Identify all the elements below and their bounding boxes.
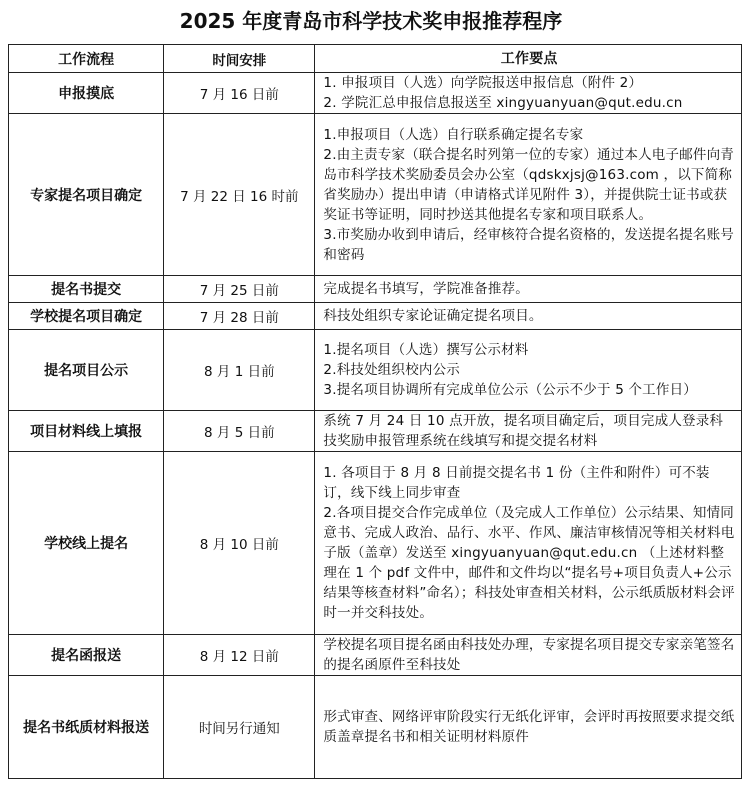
key-points-cell	[315, 114, 742, 276]
key-point-line: 系统 7 月 24 日 10 点开放，提名项目确定后，项目完成人登录科技奖励申报管理系统在线填写和提交提名材料	[323, 413, 724, 449]
key-point-line: 2.由主责专家（联合提名时列第一位的专家）通过本人电子邮件向青岛市科学技术奖励委员会办公室（qdskxjsj@163.com ，以下简称省奖励办）提出申请（申请格式详见附件 3），并提供院士证书或获奖证书等证明，同时抄送其他提名专家和项目联系人。	[323, 146, 735, 223]
table-row	[9, 330, 742, 411]
key-point-line: 2. 学院汇总申报信息报送至 xingyuanyuan@qut.edu.cn	[323, 95, 683, 111]
document-title: 2025 年度青岛市科学技术奖申报推荐程序	[179, 9, 563, 33]
key-points-cell	[315, 676, 742, 779]
key-points-cell	[315, 73, 742, 114]
key-point-line: 完成提名书填写，学院准备推荐。	[323, 281, 529, 297]
key-point-line: 2.科技处组织校内公示	[323, 362, 461, 378]
step-cell: 提名书纸质材料报送	[9, 676, 164, 779]
key-point-line: 1.申报项目（人选）自行联系确定提名专家	[323, 126, 584, 143]
step-cell: 学校提名项目确定	[9, 303, 164, 330]
header-key-points: 工作要点	[315, 45, 742, 73]
time-cell: 7 月 28 日前	[164, 303, 315, 330]
table-row	[9, 676, 742, 779]
key-point-line: 1.提名项目（人选）撰写公示材料	[323, 342, 529, 358]
key-point-line: 1. 申报项目（人选）向学院报送申报信息（附件 2）	[323, 75, 643, 91]
step-cell: 提名书提交	[9, 276, 164, 303]
key-points-cell	[315, 635, 742, 676]
key-point-line: 科技处组织专家论证确定提名项目。	[323, 308, 543, 324]
key-points-cell	[315, 276, 742, 303]
step-cell: 学校线上提名	[9, 452, 164, 635]
table-row	[9, 452, 742, 635]
table-row	[9, 276, 742, 303]
time-cell: 7 月 22 日 16 时前	[164, 114, 315, 276]
table-row	[9, 114, 742, 276]
key-point-line: 1. 各项目于 8 月 8 日前提交提名书 1 份（主件和附件）可不装订，线下线上同步审查	[323, 465, 710, 501]
step-cell: 专家提名项目确定	[9, 114, 164, 276]
step-cell: 提名项目公示	[9, 330, 164, 411]
header-schedule: 时间安排	[164, 45, 315, 73]
time-cell: 8 月 12 日前	[164, 635, 315, 676]
table-header-row	[9, 45, 742, 73]
time-cell: 8 月 5 日前	[164, 411, 315, 452]
time-cell: 7 月 16 日前	[164, 73, 315, 114]
step-cell: 提名函报送	[9, 635, 164, 676]
table-row	[9, 635, 742, 676]
key-point-line: 2.各项目提交合作完成单位（及完成人工作单位）公示结果、知情同意书、完成人政治、品行、水平、作风、廉洁审核情况等相关材料电子版（盖章）发送至 xingyuanyuan@qut.edu.cn （上述材料整理在 1 个 pdf 文件中，邮件和文件均以“提名号+项目负责人+公示结果等核查材料”命名）；科技处审查相关材料，公示纸质版材料会评时一并交科技处。	[323, 505, 735, 621]
table-row	[9, 73, 742, 114]
time-cell: 8 月 1 日前	[164, 330, 315, 411]
time-cell: 8 月 10 日前	[164, 452, 315, 635]
table-row	[9, 303, 742, 330]
step-cell: 申报摸底	[9, 73, 164, 114]
key-point-line: 3.提名项目协调所有完成单位公示（公示不少于 5 个工作日）	[323, 382, 697, 398]
key-points-cell	[315, 330, 742, 411]
key-points-cell	[315, 411, 742, 452]
key-point-line: 3.市奖励办收到申请后，经审核符合提名资格的，发送提名提名账号和密码	[323, 226, 735, 263]
key-points-cell	[315, 452, 742, 635]
time-cell: 7 月 25 日前	[164, 276, 315, 303]
time-cell: 时间另行通知	[164, 676, 315, 779]
key-points-cell	[315, 303, 742, 330]
header-workflow: 工作流程	[9, 45, 164, 73]
key-point-line: 学校提名项目提名函由科技处办理，专家提名项目提交专家亲笔签名的提名函原件至科技处	[323, 637, 735, 673]
table-row	[9, 411, 742, 452]
step-cell: 项目材料线上填报	[9, 411, 164, 452]
procedure-table	[8, 44, 742, 779]
key-point-line: 形式审查、网络评审阶段实行无纸化评审，会评时再按照要求提交纸质盖章提名书和相关证明材料原件	[323, 709, 735, 745]
